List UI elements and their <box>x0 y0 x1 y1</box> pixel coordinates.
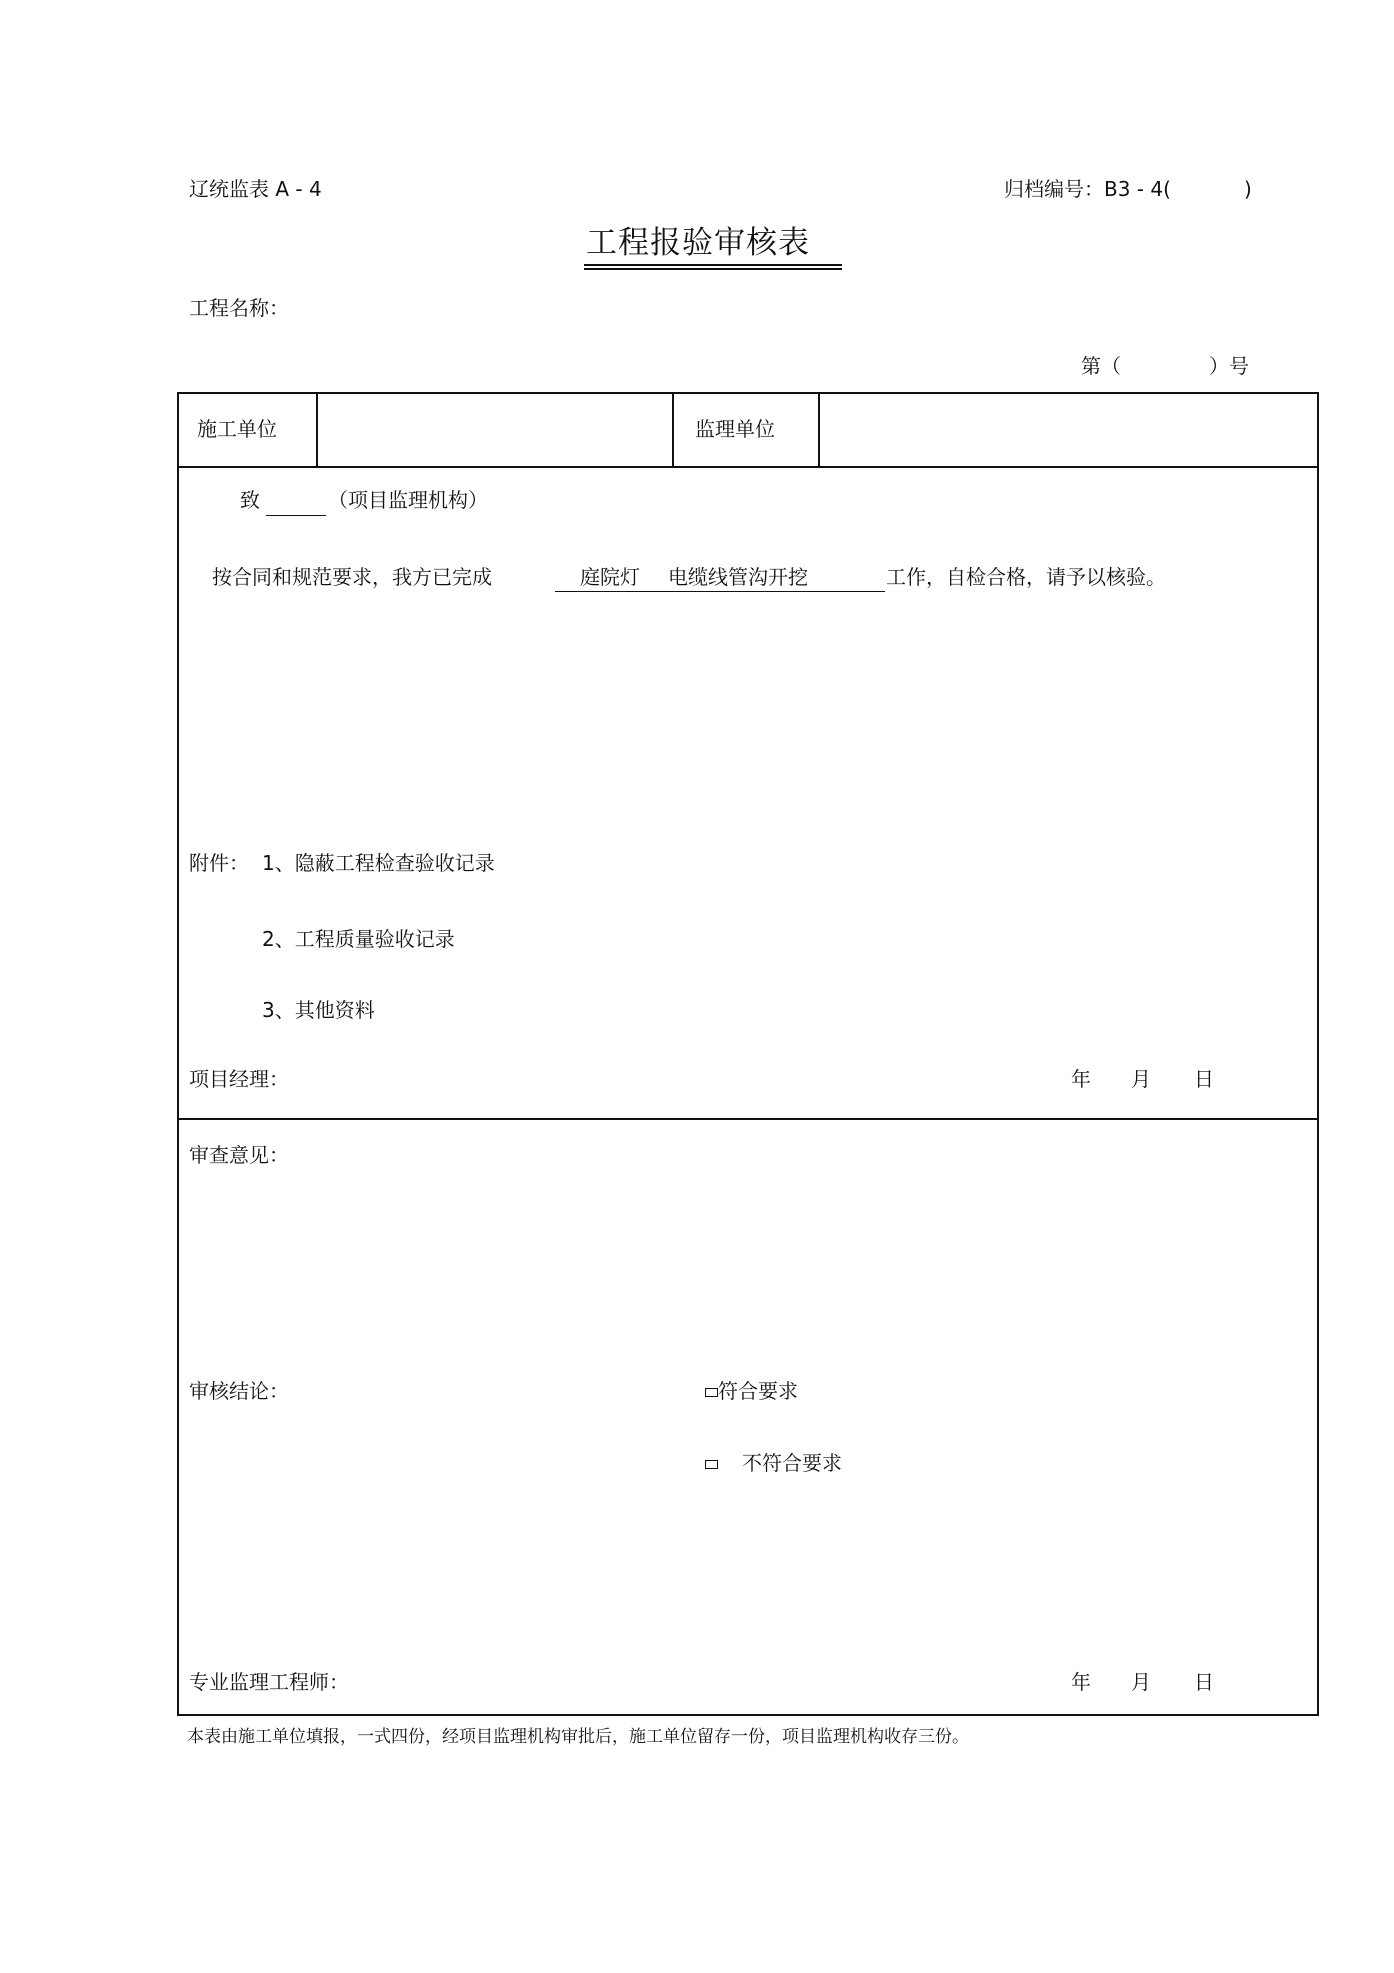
work-item-2: 电缆线管沟开挖 <box>668 565 808 589</box>
serial-prefix: 第（ <box>1081 354 1121 378</box>
construction-unit-label: 施工单位 <box>197 417 277 441</box>
pm-date-day: 日 <box>1194 1067 1214 1091</box>
form-code: 辽统监表 A - 4 <box>189 177 322 201</box>
row-divider-header <box>179 466 1317 468</box>
title-underline-1 <box>584 264 842 266</box>
option-conform[interactable] <box>705 1379 798 1403</box>
review-opinion-label: 审查意见： <box>189 1143 289 1167</box>
title-underline-2 <box>584 268 842 270</box>
project-manager-label: 项目经理： <box>189 1067 289 1091</box>
col-divider-3 <box>818 394 820 466</box>
option-nonconform-label: 不符合要求 <box>742 1451 842 1475</box>
archive-number-close: ) <box>1244 177 1252 201</box>
addressee-blank[interactable] <box>266 515 326 516</box>
supervision-unit-label: 监理单位 <box>695 417 775 441</box>
work-item-1: 庭院灯 <box>580 565 640 589</box>
attachments-label: 附件： <box>189 851 249 875</box>
attachment-item-1: 1、隐蔽工程检查验收记录 <box>262 851 495 875</box>
project-name-label: 工程名称： <box>189 296 289 320</box>
work-item-underline <box>555 591 885 592</box>
option-conform-label: 符合要求 <box>718 1379 798 1403</box>
engineer-label: 专业监理工程师： <box>189 1670 349 1694</box>
engineer-date-day: 日 <box>1194 1670 1214 1694</box>
col-divider-1 <box>316 394 318 466</box>
col-divider-2 <box>672 394 674 466</box>
page-title: 工程报验审核表 <box>586 225 810 261</box>
statement-suffix: 工作，自检合格，请予以核验。 <box>886 565 1166 589</box>
row-divider-application <box>179 1118 1317 1120</box>
option-nonconform[interactable] <box>705 1451 842 1475</box>
attachment-item-2: 2、工程质量验收记录 <box>262 927 455 951</box>
nonconform-checkbox[interactable] <box>705 1460 718 1469</box>
engineer-date-year: 年 <box>1071 1670 1091 1694</box>
archive-number-label: 归档编号：B3 - 4( <box>1004 177 1171 201</box>
statement-prefix: 按合同和规范要求，我方已完成 <box>212 565 492 589</box>
serial-suffix: ）号 <box>1209 354 1249 378</box>
review-conclusion-label: 审核结论： <box>189 1379 289 1403</box>
addressee-prefix: 致 <box>240 488 260 512</box>
engineer-date-month: 月 <box>1131 1670 1151 1694</box>
pm-date-year: 年 <box>1071 1067 1091 1091</box>
addressee-suffix: （项目监理机构） <box>328 488 488 512</box>
attachment-item-3: 3、其他资料 <box>262 998 375 1022</box>
footnote: 本表由施工单位填报，一式四份，经项目监理机构审批后，施工单位留存一份，项目监理机构收存三份。 <box>187 1727 969 1747</box>
pm-date-month: 月 <box>1131 1067 1151 1091</box>
conform-checkbox[interactable] <box>705 1388 718 1397</box>
